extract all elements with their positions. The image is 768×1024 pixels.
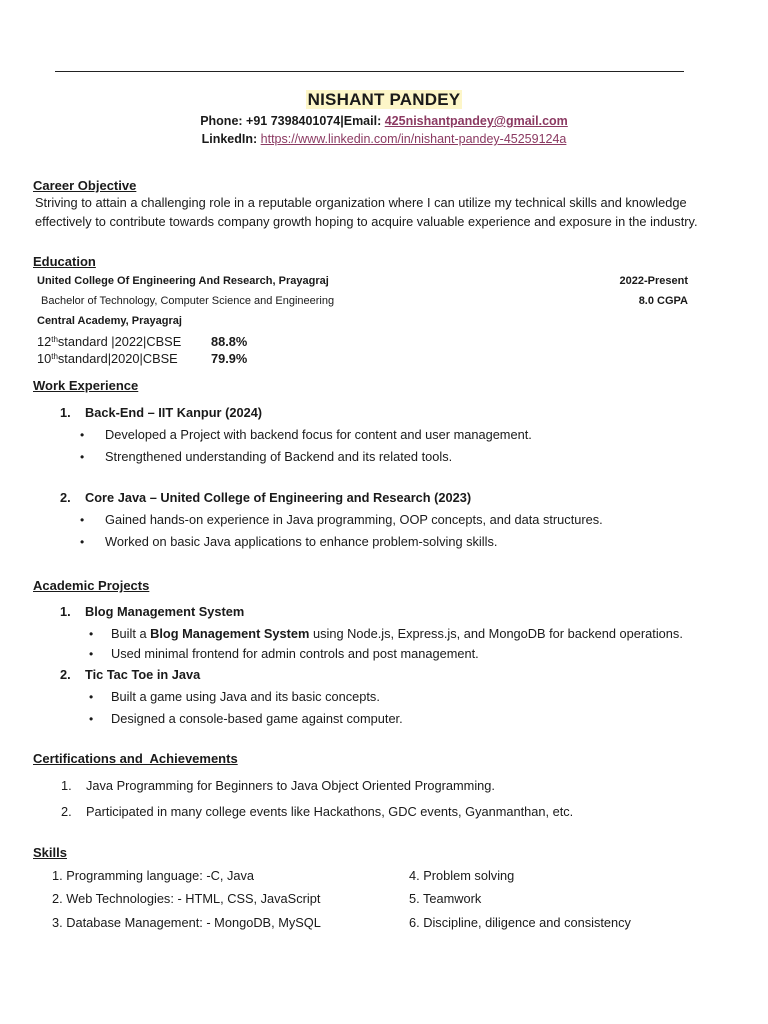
class-x: 10thstandard|2020|CBSE <box>37 351 178 366</box>
job-1-number: 1. <box>60 405 71 420</box>
career-objective-heading: Career Objective <box>33 178 137 193</box>
project-2-number: 2. <box>60 667 71 682</box>
cert-1-number: 1. <box>61 778 72 793</box>
bullet-marker: • <box>80 450 85 464</box>
school-name: Central Academy, Prayagraj <box>37 315 182 327</box>
bullet-marker: • <box>89 627 94 641</box>
project-2-bullet-1: Built a game using Java and its basic concepts. <box>111 689 380 704</box>
class-x-score: 79.9% <box>211 351 248 366</box>
project-1-number: 1. <box>60 604 71 619</box>
linkedin-label: LinkedIn: <box>201 132 261 146</box>
cert-1-text: Java Programming for Beginners to Java Object Oriented Programming. <box>86 778 495 793</box>
job-1-title: Back-End – IIT Kanpur (2024) <box>85 405 263 420</box>
candidate-name: NISHANT PANDEY <box>307 90 461 109</box>
career-line-2: effectively to contribute towards company growth hoping to acquire valuable experience and exposure in the industry. <box>35 213 698 229</box>
cert-2-text: Participated in many college events like Hackathons, GDC events, Gyanmanthan, etc. <box>86 804 574 819</box>
project-2-title: Tic Tac Toe in Java <box>85 667 201 682</box>
bullet-marker: • <box>80 513 85 527</box>
degree: Bachelor of Technology, Computer Science and Engineering <box>41 295 335 307</box>
certifications-heading: Certifications and Achievements <box>33 751 238 766</box>
phone-email-label: Phone: +91 7398401074|Email: <box>200 114 385 128</box>
career-objective-text <box>35 194 735 231</box>
skills-heading: Skills <box>33 845 67 860</box>
job-1-bullet-2: Strengthened understanding of Backend and its related tools. <box>105 449 453 464</box>
academic-projects-heading: Academic Projects <box>33 578 150 593</box>
linkedin-line <box>0 132 768 148</box>
skill-4: 4. Problem solving <box>409 868 515 883</box>
job-2-bullet-1: Gained hands-on experience in Java programming, OOP concepts, and data structures. <box>105 512 603 527</box>
college-period: 2022-Present <box>619 275 688 287</box>
skill-2: 2. Web Technologies: - HTML, CSS, JavaScript <box>52 891 321 906</box>
job-2-bullet-2: Worked on basic Java applications to enhance problem-solving skills. <box>105 534 498 549</box>
project-2-bullet-2: Designed a console-based game against computer. <box>111 711 403 726</box>
skill-5: 5. Teamwork <box>409 891 482 906</box>
bullet-marker: • <box>80 428 85 442</box>
class-xii: 12thstandard |2022|CBSE <box>37 334 182 349</box>
college-name: United College Of Engineering And Research, Prayagraj <box>37 275 329 287</box>
career-line-1: Striving to attain a challenging role in a reputable organization where I can utilize my technical skills and knowledge <box>35 195 687 210</box>
project-1-title: Blog Management System <box>85 604 245 619</box>
class-xii-score: 88.8% <box>211 334 248 349</box>
skill-6: 6. Discipline, diligence and consistency <box>409 915 631 930</box>
job-2-number: 2. <box>60 490 71 505</box>
header-rule <box>55 71 684 72</box>
skill-1: 1. Programming language: -C, Java <box>52 868 255 883</box>
skill-3: 3. Database Management: - MongoDB, MySQL <box>52 915 321 930</box>
cert-2-number: 2. <box>61 804 72 819</box>
cgpa: 8.0 CGPA <box>638 295 688 307</box>
contact-line <box>0 114 768 130</box>
email-link[interactable]: 425nishantpandey@gmail.com <box>384 114 568 128</box>
bullet-marker: • <box>89 712 94 726</box>
job-1-bullet-1: Developed a Project with backend focus for content and user management. <box>105 427 532 442</box>
project-1-bullet-1: Built a Blog Management System using Node.js, Express.js, and MongoDB for backend operations. <box>111 626 683 641</box>
education-heading: Education <box>33 254 96 269</box>
bullet-marker: • <box>80 535 85 549</box>
project-1-bullet-2: Used minimal frontend for admin controls and post management. <box>111 646 479 661</box>
bullet-marker: • <box>89 690 94 704</box>
linkedin-link[interactable]: https://www.linkedin.com/in/nishant-pandey-45259124a <box>260 132 567 146</box>
bullet-marker: • <box>89 647 94 661</box>
job-2-title: Core Java – United College of Engineering and Research (2023) <box>85 490 472 505</box>
work-experience-heading: Work Experience <box>33 378 139 393</box>
